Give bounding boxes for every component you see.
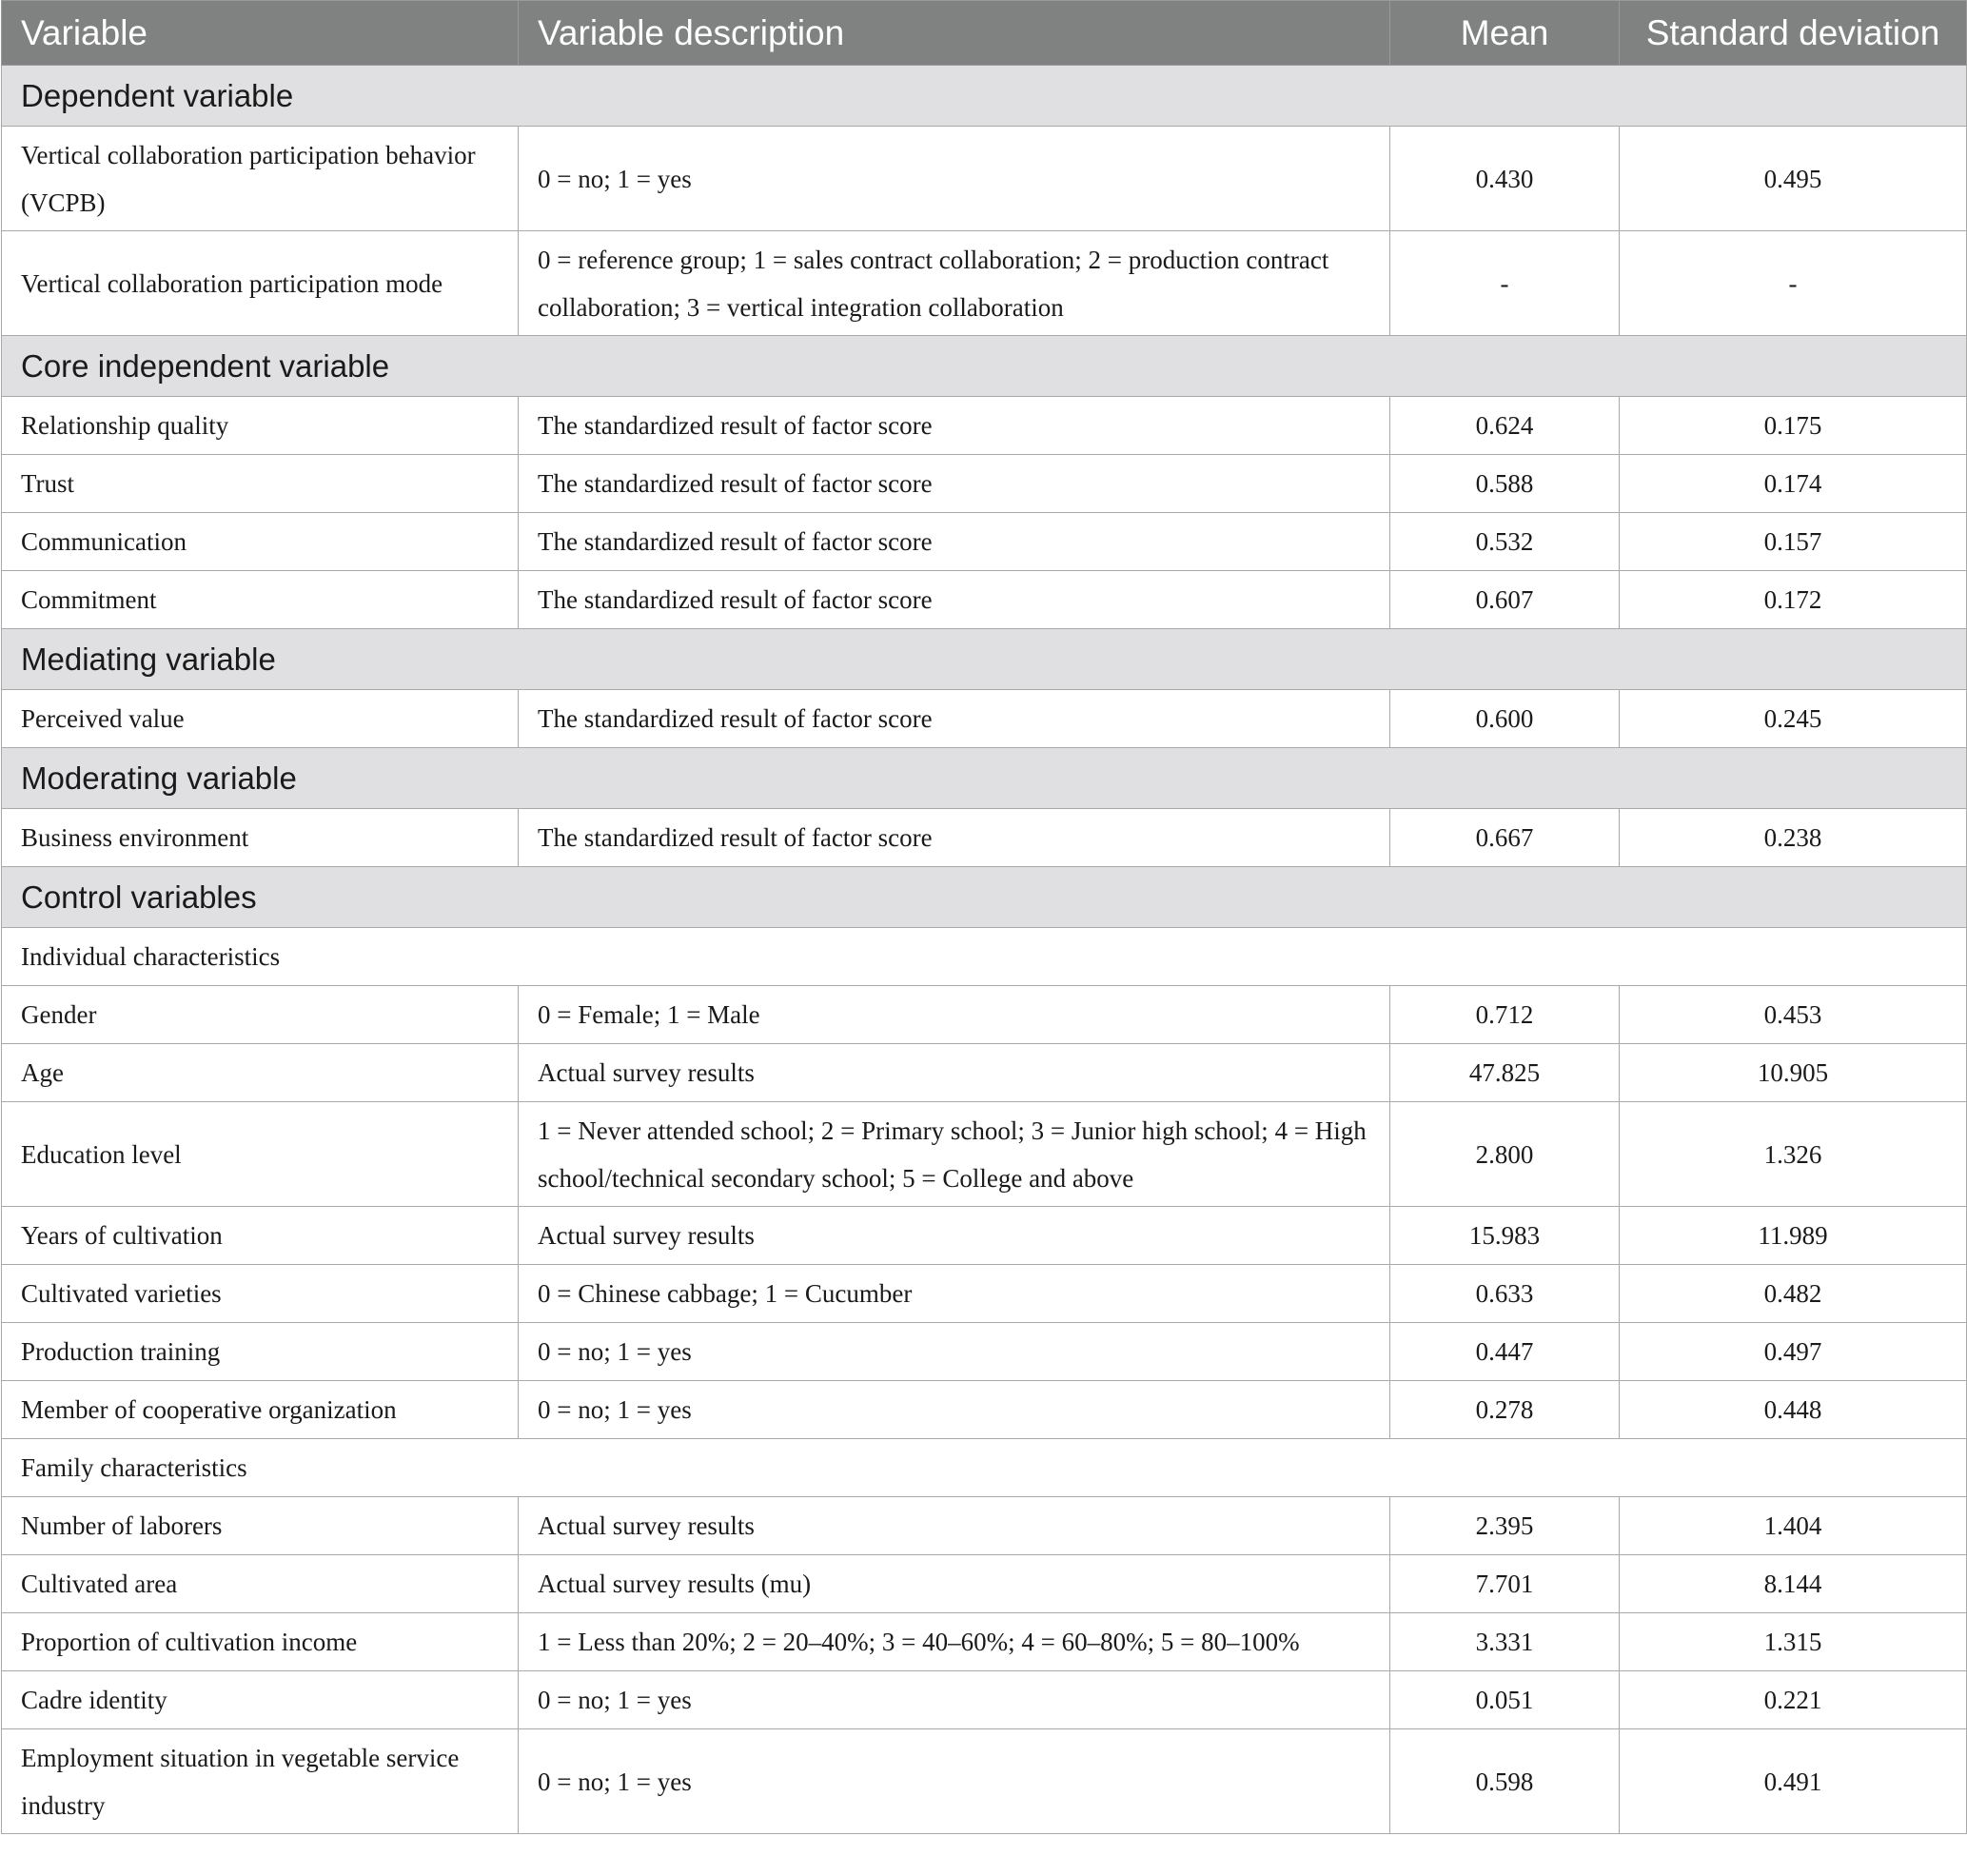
variable-cell: Cultivated area	[2, 1555, 519, 1613]
sd-cell: 8.144	[1620, 1555, 1967, 1613]
table-row	[2, 455, 1967, 513]
table-row	[2, 1671, 1967, 1729]
section-row	[2, 867, 1967, 928]
table-row	[2, 1207, 1967, 1265]
table-row	[2, 127, 1967, 231]
variable-cell: Production training	[2, 1323, 519, 1381]
table-row	[2, 1729, 1967, 1834]
table-row	[2, 986, 1967, 1044]
variable-cell: Number of laborers	[2, 1497, 519, 1555]
description-cell: 0 = Female; 1 = Male	[519, 986, 1390, 1044]
sd-cell: 0.221	[1620, 1671, 1967, 1729]
description-cell: The standardized result of factor score	[519, 455, 1390, 513]
description-cell: 0 = no; 1 = yes	[519, 127, 1390, 231]
sd-cell: 1.315	[1620, 1613, 1967, 1671]
table-row	[2, 1044, 1967, 1102]
description-cell: Actual survey results (mu)	[519, 1555, 1390, 1613]
sd-cell: 10.905	[1620, 1044, 1967, 1102]
variable-cell: Member of cooperative organization	[2, 1381, 519, 1439]
variable-cell: Perceived value	[2, 690, 519, 748]
mean-cell: 7.701	[1390, 1555, 1620, 1613]
sd-cell: 0.238	[1620, 809, 1967, 867]
table-row	[2, 1613, 1967, 1671]
description-cell: The standardized result of factor score	[519, 513, 1390, 571]
description-cell: The standardized result of factor score	[519, 809, 1390, 867]
description-cell: The standardized result of factor score	[519, 571, 1390, 629]
description-cell: 1 = Less than 20%; 2 = 20–40%; 3 = 40–60%; 4 = 60–80%; 5 = 80–100%	[519, 1613, 1390, 1671]
description-cell: The standardized result of factor score	[519, 690, 1390, 748]
table-row	[2, 571, 1967, 629]
section-row	[2, 748, 1967, 809]
variable-cell: Age	[2, 1044, 519, 1102]
mean-cell: 3.331	[1390, 1613, 1620, 1671]
variable-cell: Education level	[2, 1102, 519, 1207]
sd-cell: -	[1620, 231, 1967, 336]
sd-cell: 0.497	[1620, 1323, 1967, 1381]
mean-cell: 0.607	[1390, 571, 1620, 629]
table-row	[2, 1265, 1967, 1323]
sd-cell: 0.172	[1620, 571, 1967, 629]
subgroup-family: Family characteristics	[2, 1439, 1967, 1497]
variable-cell: Vertical collaboration participation behavior (VCPB)	[2, 127, 519, 231]
sd-cell: 0.491	[1620, 1729, 1967, 1834]
mean-cell: 0.430	[1390, 127, 1620, 231]
sd-cell: 11.989	[1620, 1207, 1967, 1265]
description-cell: 0 = reference group; 1 = sales contract collaboration; 2 = production contract collaboration; 3 = vertical integration collaboration	[519, 231, 1390, 336]
sd-cell: 0.245	[1620, 690, 1967, 748]
mean-cell: 2.800	[1390, 1102, 1620, 1207]
table-row	[2, 1381, 1967, 1439]
column-header-sd: Standard deviation	[1620, 1, 1967, 66]
section-row	[2, 629, 1967, 690]
mean-cell: 15.983	[1390, 1207, 1620, 1265]
description-cell: 0 = no; 1 = yes	[519, 1671, 1390, 1729]
description-cell: 0 = no; 1 = yes	[519, 1381, 1390, 1439]
description-cell: Actual survey results	[519, 1207, 1390, 1265]
variable-cell: Trust	[2, 455, 519, 513]
description-cell: 0 = Chinese cabbage; 1 = Cucumber	[519, 1265, 1390, 1323]
table-row	[2, 1555, 1967, 1613]
mean-cell: 0.600	[1390, 690, 1620, 748]
table-row	[2, 809, 1967, 867]
descriptive-statistics-table	[1, 0, 1967, 1834]
column-header-mean: Mean	[1390, 1, 1620, 66]
section-row	[2, 66, 1967, 127]
description-cell: Actual survey results	[519, 1497, 1390, 1555]
mean-cell: 0.667	[1390, 809, 1620, 867]
subgroup-row	[2, 1439, 1967, 1497]
section-mediating: Mediating variable	[2, 629, 1967, 690]
variable-cell: Communication	[2, 513, 519, 571]
variable-cell: Commitment	[2, 571, 519, 629]
section-core: Core independent variable	[2, 336, 1967, 397]
sd-cell: 0.174	[1620, 455, 1967, 513]
sd-cell: 0.448	[1620, 1381, 1967, 1439]
section-control: Control variables	[2, 867, 1967, 928]
description-cell: Actual survey results	[519, 1044, 1390, 1102]
column-header-description: Variable description	[519, 1, 1390, 66]
description-cell: 0 = no; 1 = yes	[519, 1323, 1390, 1381]
variable-cell: Years of cultivation	[2, 1207, 519, 1265]
sd-cell: 0.453	[1620, 986, 1967, 1044]
subgroup-row	[2, 928, 1967, 986]
sd-cell: 1.404	[1620, 1497, 1967, 1555]
section-row	[2, 336, 1967, 397]
variable-cell: Gender	[2, 986, 519, 1044]
variable-cell: Vertical collaboration participation mode	[2, 231, 519, 336]
variable-cell: Cadre identity	[2, 1671, 519, 1729]
description-cell: The standardized result of factor score	[519, 397, 1390, 455]
sd-cell: 0.482	[1620, 1265, 1967, 1323]
subgroup-individual: Individual characteristics	[2, 928, 1967, 986]
header-row	[2, 1, 1967, 66]
sd-cell: 0.175	[1620, 397, 1967, 455]
variable-cell: Employment situation in vegetable service industry	[2, 1729, 519, 1834]
mean-cell: 0.532	[1390, 513, 1620, 571]
variable-cell: Relationship quality	[2, 397, 519, 455]
description-cell: 0 = no; 1 = yes	[519, 1729, 1390, 1834]
mean-cell: 0.588	[1390, 455, 1620, 513]
table-row	[2, 397, 1967, 455]
mean-cell: 0.624	[1390, 397, 1620, 455]
column-header-variable: Variable	[2, 1, 519, 66]
table-row	[2, 231, 1967, 336]
mean-cell: 0.051	[1390, 1671, 1620, 1729]
sd-cell: 0.157	[1620, 513, 1967, 571]
table-row	[2, 690, 1967, 748]
mean-cell: 0.598	[1390, 1729, 1620, 1834]
sd-cell: 1.326	[1620, 1102, 1967, 1207]
variable-cell: Proportion of cultivation income	[2, 1613, 519, 1671]
table-row	[2, 1497, 1967, 1555]
variable-cell: Cultivated varieties	[2, 1265, 519, 1323]
mean-cell: 47.825	[1390, 1044, 1620, 1102]
table-row	[2, 1323, 1967, 1381]
table-row	[2, 513, 1967, 571]
mean-cell: -	[1390, 231, 1620, 336]
mean-cell: 2.395	[1390, 1497, 1620, 1555]
variable-cell: Business environment	[2, 809, 519, 867]
table-row	[2, 1102, 1967, 1207]
mean-cell: 0.447	[1390, 1323, 1620, 1381]
description-cell: 1 = Never attended school; 2 = Primary school; 3 = Junior high school; 4 = High school/technical secondary school; 5 = College and above	[519, 1102, 1390, 1207]
section-moderating: Moderating variable	[2, 748, 1967, 809]
mean-cell: 0.633	[1390, 1265, 1620, 1323]
section-dependent: Dependent variable	[2, 66, 1967, 127]
sd-cell: 0.495	[1620, 127, 1967, 231]
mean-cell: 0.712	[1390, 986, 1620, 1044]
mean-cell: 0.278	[1390, 1381, 1620, 1439]
